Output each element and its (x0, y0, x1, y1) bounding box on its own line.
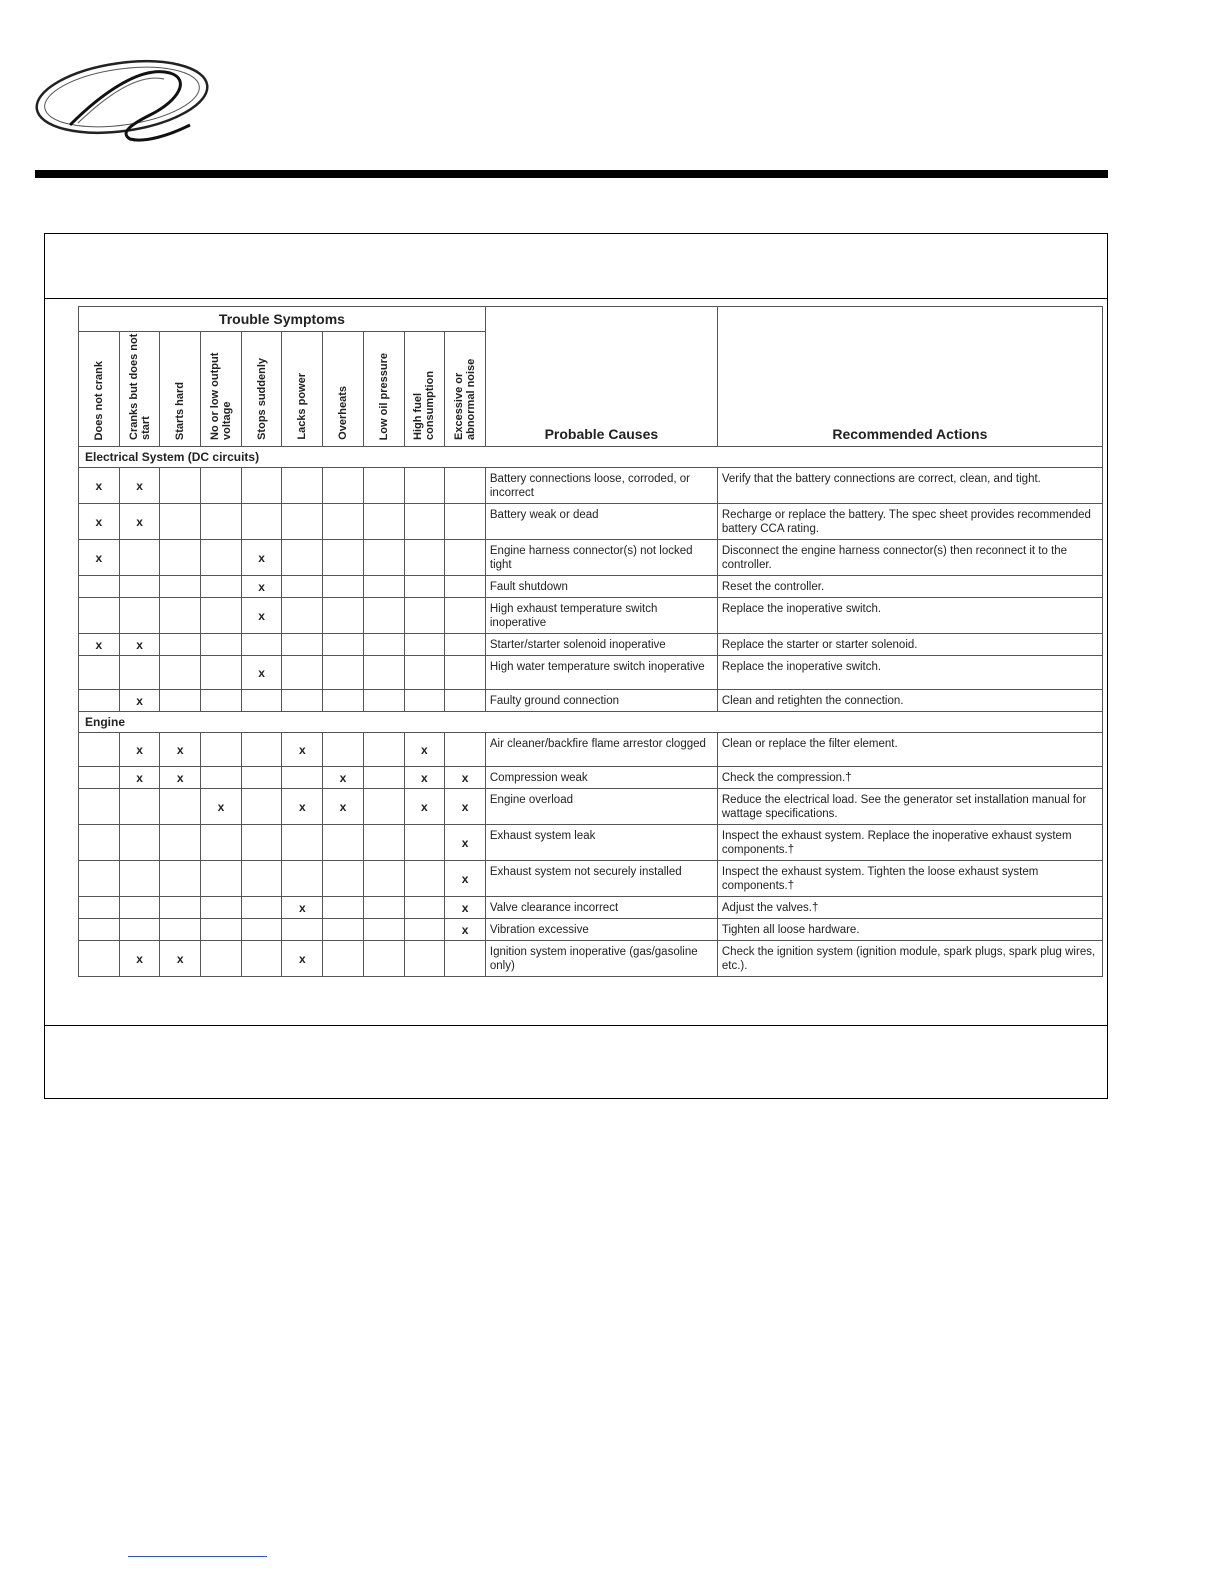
symptom-mark: x (421, 770, 428, 785)
symptom-cell (363, 576, 404, 598)
symptom-cell (241, 897, 282, 919)
symptom-cell (79, 598, 120, 634)
symptom-cell (363, 767, 404, 789)
symptom-cell (404, 861, 445, 897)
section-header-row (79, 447, 1103, 468)
symptom-cell (363, 789, 404, 825)
recommended-action-cell: Recharge or replace the battery. The spec sheet provides recommended battery CCA rating. (717, 504, 1102, 540)
section-header-row (79, 712, 1103, 733)
trouble-symptoms-header: Trouble Symptoms (79, 307, 486, 332)
symptom-cell (363, 690, 404, 712)
symptom-cell (241, 468, 282, 504)
symptom-cell (323, 825, 364, 861)
symptom-cell (282, 825, 323, 861)
symptom-cell (119, 634, 160, 656)
symptom-cell (404, 789, 445, 825)
symptom-cell (363, 919, 404, 941)
symptom-cell (201, 825, 242, 861)
symptom-cell (119, 789, 160, 825)
symptom-cell (119, 540, 160, 576)
probable-causes-header: Probable Causes (485, 307, 717, 447)
recommended-action-cell: Replace the inoperative switch. (717, 656, 1102, 690)
symptom-cell (119, 656, 160, 690)
probable-cause-cell: Compression weak (485, 767, 717, 789)
probable-cause-cell: Battery weak or dead (485, 504, 717, 540)
symptom-cell (241, 598, 282, 634)
symptom-cell (323, 919, 364, 941)
symptom-mark: x (461, 871, 469, 886)
symptom-cell (119, 825, 160, 861)
probable-cause-cell: Fault shutdown (485, 576, 717, 598)
recommended-action-cell: Disconnect the engine harness connector(s) then reconnect it to the controller. (717, 540, 1102, 576)
symptom-cell (79, 656, 120, 690)
symptom-header: Lacks power (282, 332, 323, 447)
symptom-cell (404, 468, 445, 504)
symptom-mark: x (136, 514, 143, 529)
symptom-cell (119, 468, 160, 504)
symptom-cell (282, 468, 323, 504)
symptom-cell (241, 576, 282, 598)
symptom-cell (241, 861, 282, 897)
recommended-action-cell: Tighten all loose hardware. (717, 919, 1102, 941)
symptom-cell (201, 919, 242, 941)
symptom-header: Cranks but does not start (119, 332, 160, 447)
symptom-cell (201, 576, 242, 598)
symptom-cell (79, 767, 120, 789)
symptom-cell (201, 634, 242, 656)
symptom-header: Low oil pressure (363, 332, 404, 447)
symptom-mark: x (339, 799, 347, 814)
symptom-header: High fuel consumption (404, 332, 445, 447)
symptom-cell (201, 690, 242, 712)
symptom-mark: x (136, 478, 143, 493)
symptom-cell (282, 861, 323, 897)
symptom-cell (160, 767, 201, 789)
symptom-cell (160, 576, 201, 598)
probable-cause-cell: High exhaust temperature switch inoperative (485, 598, 717, 634)
symptom-cell (404, 634, 445, 656)
symptom-mark: x (258, 665, 265, 680)
symptom-mark: x (258, 608, 265, 623)
symptom-cell (241, 634, 282, 656)
symptom-cell (445, 789, 486, 825)
symptom-mark: x (136, 951, 143, 966)
symptom-cell (363, 634, 404, 656)
probable-cause-cell: Faulty ground connection (485, 690, 717, 712)
symptom-cell (323, 941, 364, 977)
symptom-cell (323, 576, 364, 598)
frame-header-band (45, 234, 1107, 299)
symptom-cell (404, 825, 445, 861)
symptom-cell (404, 504, 445, 540)
recommended-action-cell: Check the ignition system (ignition module, spark plugs, spark plug wires, etc.). (717, 941, 1102, 977)
symptom-cell (119, 690, 160, 712)
symptom-mark: x (95, 550, 103, 565)
symptom-cell (79, 690, 120, 712)
footer-link-underline[interactable] (128, 1556, 267, 1557)
symptom-cell (363, 468, 404, 504)
probable-cause-cell: Exhaust system not securely installed (485, 861, 717, 897)
symptom-cell (79, 789, 120, 825)
symptom-cell (445, 919, 486, 941)
symptom-mark: x (421, 799, 428, 814)
symptom-cell (119, 576, 160, 598)
symptom-cell (79, 825, 120, 861)
symptom-cell (160, 598, 201, 634)
recommended-action-cell: Clean or replace the filter element. (717, 733, 1102, 767)
probable-cause-cell: Engine harness connector(s) not locked tight (485, 540, 717, 576)
symptom-cell (363, 504, 404, 540)
symptom-cell (241, 919, 282, 941)
table-row (79, 825, 1103, 861)
recommended-action-cell: Replace the starter or starter solenoid. (717, 634, 1102, 656)
symptom-cell (241, 941, 282, 977)
symptom-header: Starts hard (160, 332, 201, 447)
symptom-mark: x (217, 799, 225, 814)
symptom-mark: x (298, 799, 306, 814)
symptom-cell (404, 576, 445, 598)
table-row (79, 540, 1103, 576)
symptom-cell (363, 598, 404, 634)
probable-cause-cell: Starter/starter solenoid inoperative (485, 634, 717, 656)
symptom-mark: x (461, 922, 469, 937)
symptom-cell (323, 634, 364, 656)
probable-cause-cell: Exhaust system leak (485, 825, 717, 861)
recommended-action-cell: Inspect the exhaust system. Replace the inoperative exhaust system components.† (717, 825, 1102, 861)
symptom-cell (79, 897, 120, 919)
symptom-cell (445, 634, 486, 656)
symptom-cell (241, 540, 282, 576)
symptom-cell (160, 540, 201, 576)
symptom-cell (404, 897, 445, 919)
table-row (79, 733, 1103, 767)
symptom-header: Excessive or abnormal noise (445, 332, 486, 447)
probable-cause-cell: High water temperature switch inoperative (485, 656, 717, 690)
symptom-cell (404, 733, 445, 767)
symptom-cell (445, 941, 486, 977)
symptom-cell (160, 733, 201, 767)
symptom-cell (201, 789, 242, 825)
symptom-cell (282, 919, 323, 941)
symptom-cell (445, 825, 486, 861)
symptom-cell (445, 576, 486, 598)
symptom-cell (79, 861, 120, 897)
symptom-cell (282, 540, 323, 576)
symptom-cell (445, 733, 486, 767)
symptom-cell (282, 733, 323, 767)
symptom-cell (241, 789, 282, 825)
symptom-cell (404, 540, 445, 576)
recommended-action-cell: Check the compression.† (717, 767, 1102, 789)
brand-logo (30, 55, 220, 145)
symptom-cell (363, 825, 404, 861)
symptom-cell (79, 540, 120, 576)
probable-cause-cell: Ignition system inoperative (gas/gasoline only) (485, 941, 717, 977)
symptom-cell (241, 733, 282, 767)
symptom-cell (445, 504, 486, 540)
symptom-cell (323, 656, 364, 690)
symptom-cell (160, 468, 201, 504)
symptom-cell (282, 598, 323, 634)
symptom-cell (282, 789, 323, 825)
symptom-mark: x (461, 835, 469, 850)
symptom-mark: x (298, 951, 306, 966)
symptom-cell (445, 767, 486, 789)
symptom-cell (445, 861, 486, 897)
symptom-mark: x (176, 951, 184, 966)
symptom-cell (160, 789, 201, 825)
symptom-mark: x (298, 742, 306, 757)
symptom-cell (445, 656, 486, 690)
recommended-action-cell: Reduce the electrical load. See the generator set installation manual for wattage specifications. (717, 789, 1102, 825)
table-row (79, 767, 1103, 789)
symptom-cell (79, 634, 120, 656)
probable-cause-cell: Vibration excessive (485, 919, 717, 941)
header-rule (35, 170, 1108, 178)
symptom-cell (323, 897, 364, 919)
symptom-mark: x (339, 770, 347, 785)
table-row (79, 656, 1103, 690)
symptom-cell (160, 941, 201, 977)
table-row (79, 919, 1103, 941)
symptom-mark: x (95, 514, 103, 529)
recommended-actions-header: Recommended Actions (717, 307, 1102, 447)
symptom-cell (119, 919, 160, 941)
symptom-mark: x (258, 550, 265, 565)
probable-cause-cell: Engine overload (485, 789, 717, 825)
symptom-mark: x (136, 637, 143, 652)
symptom-cell (445, 690, 486, 712)
symptom-cell (119, 767, 160, 789)
symptom-cell (160, 861, 201, 897)
symptom-mark: x (176, 742, 184, 757)
symptom-cell (282, 941, 323, 977)
symptom-header: Stops suddenly (241, 332, 282, 447)
symptom-cell (119, 861, 160, 897)
symptom-cell (201, 767, 242, 789)
table-row (79, 941, 1103, 977)
symptom-mark: x (95, 478, 103, 493)
symptom-cell (323, 504, 364, 540)
section-title: Engine (79, 712, 1103, 733)
symptom-cell (282, 576, 323, 598)
symptom-cell (363, 861, 404, 897)
table-row (79, 634, 1103, 656)
table-row (79, 690, 1103, 712)
symptom-cell (241, 825, 282, 861)
symptom-cell (323, 733, 364, 767)
symptom-cell (160, 634, 201, 656)
symptom-cell (79, 733, 120, 767)
symptom-cell (282, 690, 323, 712)
symptom-cell (241, 767, 282, 789)
symptom-cell (201, 540, 242, 576)
symptom-cell (119, 733, 160, 767)
troubleshooting-table-container (78, 306, 1102, 977)
symptom-mark: x (176, 770, 184, 785)
table-row (79, 504, 1103, 540)
symptom-cell (445, 598, 486, 634)
symptom-cell (404, 767, 445, 789)
symptom-cell (282, 634, 323, 656)
symptom-cell (160, 690, 201, 712)
symptom-cell (201, 897, 242, 919)
symptom-mark: x (95, 637, 103, 652)
symptom-mark: x (421, 742, 428, 757)
section-title: Electrical System (DC circuits) (79, 447, 1103, 468)
symptom-mark: x (136, 693, 143, 708)
recommended-action-cell: Adjust the valves.† (717, 897, 1102, 919)
table-row (79, 861, 1103, 897)
symptom-header: Overheats (323, 332, 364, 447)
symptom-header: Does not crank (79, 332, 120, 447)
symptom-mark: x (461, 900, 469, 915)
probable-cause-cell: Air cleaner/backfire flame arrestor clogged (485, 733, 717, 767)
symptom-header: No or low output voltage (201, 332, 242, 447)
symptom-cell (323, 789, 364, 825)
symptom-cell (201, 861, 242, 897)
symptom-cell (404, 656, 445, 690)
symptom-cell (79, 941, 120, 977)
symptom-cell (323, 598, 364, 634)
symptom-cell (323, 468, 364, 504)
symptom-cell (363, 897, 404, 919)
symptom-cell (79, 468, 120, 504)
symptom-cell (282, 767, 323, 789)
symptom-cell (404, 598, 445, 634)
symptom-cell (241, 690, 282, 712)
symptom-cell (160, 825, 201, 861)
symptom-mark: x (461, 799, 469, 814)
table-row (79, 576, 1103, 598)
symptom-cell (445, 540, 486, 576)
symptom-cell (363, 733, 404, 767)
recommended-action-cell: Verify that the battery connections are correct, clean, and tight. (717, 468, 1102, 504)
symptom-mark: x (298, 900, 306, 915)
symptom-mark: x (136, 742, 143, 757)
symptom-cell (363, 540, 404, 576)
symptom-cell (79, 576, 120, 598)
recommended-action-cell: Replace the inoperative switch. (717, 598, 1102, 634)
symptom-cell (201, 656, 242, 690)
symptom-cell (160, 504, 201, 540)
table-row (79, 598, 1103, 634)
table-row (79, 897, 1103, 919)
troubleshooting-table-body (79, 447, 1103, 977)
symptom-cell (445, 468, 486, 504)
symptom-cell (160, 656, 201, 690)
symptom-cell (404, 690, 445, 712)
symptom-cell (201, 598, 242, 634)
recommended-action-cell: Inspect the exhaust system. Tighten the loose exhaust system components.† (717, 861, 1102, 897)
symptom-mark: x (258, 579, 265, 594)
symptom-mark: x (461, 770, 469, 785)
symptom-cell (241, 504, 282, 540)
symptom-cell (323, 690, 364, 712)
symptom-cell (323, 540, 364, 576)
symptom-cell (363, 656, 404, 690)
symptom-cell (282, 504, 323, 540)
symptom-cell (119, 598, 160, 634)
symptom-cell (160, 919, 201, 941)
symptom-cell (79, 919, 120, 941)
recommended-action-cell: Reset the controller. (717, 576, 1102, 598)
symptom-cell (201, 941, 242, 977)
symptom-cell (201, 504, 242, 540)
frame-footer-band (45, 1025, 1107, 1098)
symptom-cell (160, 897, 201, 919)
table-row (79, 789, 1103, 825)
symptom-cell (404, 919, 445, 941)
symptom-cell (241, 656, 282, 690)
symptom-cell (119, 941, 160, 977)
symptom-cell (201, 468, 242, 504)
symptom-cell (323, 767, 364, 789)
probable-cause-cell: Battery connections loose, corroded, or incorrect (485, 468, 717, 504)
symptom-cell (201, 733, 242, 767)
symptom-cell (323, 861, 364, 897)
symptom-cell (363, 941, 404, 977)
symptom-cell (79, 504, 120, 540)
symptom-cell (119, 504, 160, 540)
symptom-cell (404, 941, 445, 977)
symptom-cell (282, 656, 323, 690)
symptom-cell (445, 897, 486, 919)
symptom-mark: x (136, 770, 143, 785)
troubleshooting-table (78, 306, 1103, 977)
table-row (79, 468, 1103, 504)
probable-cause-cell: Valve clearance incorrect (485, 897, 717, 919)
symptom-cell (282, 897, 323, 919)
recommended-action-cell: Clean and retighten the connection. (717, 690, 1102, 712)
symptom-cell (119, 897, 160, 919)
